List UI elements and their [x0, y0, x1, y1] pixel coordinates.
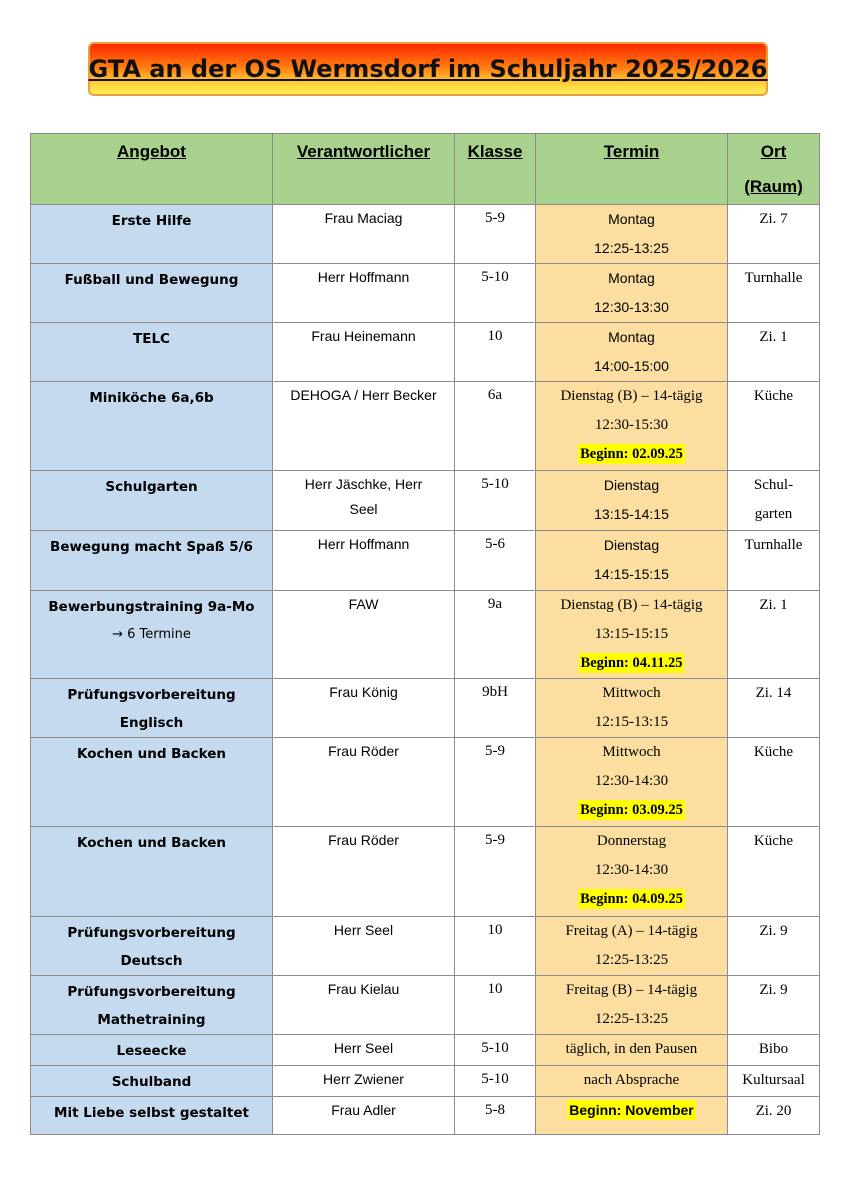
- cell-ort: [728, 264, 820, 323]
- termin-text: Dienstag: [603, 537, 660, 553]
- verantwortlicher-text: Herr Jäschke, Herr: [304, 476, 423, 492]
- table-row: [31, 382, 820, 471]
- verantwortlicher-text: FAW: [348, 596, 379, 612]
- cell-verantwortlicher: [273, 382, 455, 471]
- termin-text: 12:25-13:25: [594, 1011, 669, 1027]
- cell-ort: [728, 827, 820, 917]
- beginn-highlight: Beginn: 04.09.25: [580, 891, 683, 907]
- verantwortlicher-text: Frau Maciag: [324, 210, 403, 226]
- termin-text: 13:15-14:15: [594, 506, 669, 522]
- cell-klasse: 5-9: [455, 205, 536, 264]
- beginn-highlight: Beginn: 03.09.25: [580, 802, 683, 818]
- table-row: [31, 917, 820, 976]
- table-row: [31, 323, 820, 382]
- table-row: [31, 1097, 820, 1135]
- termin-text: Montag: [608, 270, 655, 286]
- verantwortlicher-text: Herr Seel: [333, 1040, 394, 1056]
- cell-klasse: 5-10: [455, 1035, 536, 1066]
- termin-text: 12:30-14:30: [594, 773, 669, 789]
- cell-ort: [728, 591, 820, 679]
- termin-text: Mittwoch: [602, 685, 661, 701]
- cell-termin: [536, 323, 728, 382]
- table-row: [31, 264, 820, 323]
- angebot-text: Bewegung macht Spaß 5/6: [50, 539, 253, 555]
- cell-klasse: 9bH: [455, 679, 536, 738]
- table-row: [31, 976, 820, 1035]
- termin-text: 12:15-13:15: [594, 714, 669, 730]
- table-row: [31, 591, 820, 679]
- header-ort-line1: Ort: [760, 142, 787, 161]
- cell-verantwortlicher: [273, 1035, 455, 1066]
- cell-klasse: 10: [455, 917, 536, 976]
- ort-text: Kultursaal: [742, 1072, 805, 1088]
- cell-angebot: [31, 205, 273, 264]
- beginn-highlight: Beginn: November: [569, 1102, 694, 1118]
- ort-text: Turnhalle: [744, 537, 803, 553]
- angebot-text: Kochen und Backen: [77, 746, 226, 762]
- ort-text: Zi. 1: [759, 329, 788, 345]
- cell-termin: [536, 531, 728, 591]
- angebot-text: Bewerbungstraining 9a-Mo: [48, 599, 255, 615]
- cell-termin: [536, 679, 728, 738]
- ort-text: Schul-: [753, 477, 794, 493]
- termin-text: Montag: [608, 329, 655, 345]
- angebot-text: Prüfungsvorbereitung: [67, 984, 236, 1000]
- table-row: [31, 531, 820, 591]
- verantwortlicher-text: Seel: [349, 501, 378, 517]
- ort-text: Bibo: [758, 1041, 789, 1057]
- angebot-text: Kochen und Backen: [77, 835, 226, 851]
- cell-klasse: 9a: [455, 591, 536, 679]
- cell-angebot: [31, 323, 273, 382]
- ort-text: Küche: [753, 833, 794, 849]
- cell-termin: [536, 1035, 728, 1066]
- cell-termin: [536, 264, 728, 323]
- table-row: [31, 1035, 820, 1066]
- angebot-text: Schulband: [111, 1074, 192, 1090]
- termin-text: 12:30-13:30: [594, 299, 669, 315]
- termin-text: 14:00-15:00: [594, 358, 669, 374]
- termin-text: täglich, in den Pausen: [565, 1041, 698, 1057]
- angebot-text: Prüfungsvorbereitung: [67, 925, 236, 941]
- ort-text: Zi. 1: [759, 597, 788, 613]
- ort-text: Küche: [753, 388, 794, 404]
- angebot-text: TELC: [133, 331, 170, 347]
- table-body: [31, 205, 820, 1135]
- cell-angebot: [31, 1097, 273, 1135]
- verantwortlicher-text: Herr Zwiener: [323, 1071, 404, 1087]
- cell-klasse: 5-9: [455, 738, 536, 827]
- cell-verantwortlicher: [273, 738, 455, 827]
- termin-text: Mittwoch: [602, 744, 661, 760]
- cell-termin: [536, 1066, 728, 1097]
- cell-verantwortlicher: [273, 323, 455, 382]
- ort-text: Zi. 20: [755, 1103, 792, 1119]
- cell-angebot: [31, 679, 273, 738]
- cell-ort: [728, 679, 820, 738]
- cell-klasse: 5-9: [455, 827, 536, 917]
- verantwortlicher-text: Herr Hoffmann: [317, 269, 410, 285]
- verantwortlicher-text: Frau Heinemann: [311, 328, 416, 344]
- cell-termin: [536, 976, 728, 1035]
- header-ort-line2: (Raum): [744, 177, 803, 196]
- cell-ort: [728, 976, 820, 1035]
- termin-text: Dienstag (B) – 14-tägig: [560, 597, 703, 613]
- verantwortlicher-text: Herr Hoffmann: [317, 536, 410, 552]
- cell-angebot: [31, 1035, 273, 1066]
- cell-termin: [536, 205, 728, 264]
- table-row: [31, 205, 820, 264]
- cell-ort: [728, 531, 820, 591]
- cell-verantwortlicher: [273, 205, 455, 264]
- angebot-text: Leseecke: [116, 1043, 187, 1059]
- angebot-text: Englisch: [119, 715, 184, 731]
- angebot-text: Miniköche 6a,6b: [89, 390, 214, 406]
- ort-text: Turnhalle: [744, 270, 803, 286]
- cell-klasse: 5-8: [455, 1097, 536, 1135]
- termin-text: 14:15-15:15: [594, 566, 669, 582]
- table-row: [31, 471, 820, 531]
- angebot-text: Mit Liebe selbst gestaltet: [54, 1105, 249, 1121]
- cell-verantwortlicher: [273, 471, 455, 531]
- cell-ort: [728, 323, 820, 382]
- cell-verantwortlicher: [273, 591, 455, 679]
- cell-angebot: [31, 531, 273, 591]
- gta-table: [30, 133, 820, 1135]
- header-row: [31, 134, 820, 205]
- title-banner: [88, 42, 768, 96]
- cell-ort: [728, 382, 820, 471]
- termin-text: Dienstag (B) – 14-tägig: [560, 388, 703, 404]
- beginn-wrapper: [539, 440, 724, 469]
- termin-text: 13:15-15:15: [594, 626, 669, 642]
- cell-klasse: 5-10: [455, 264, 536, 323]
- verantwortlicher-text: Frau Röder: [328, 743, 399, 759]
- ort-text: Zi. 9: [759, 982, 788, 998]
- angebot-text: Prüfungsvorbereitung: [67, 687, 236, 703]
- cell-klasse: 5-6: [455, 531, 536, 591]
- cell-ort: [728, 1097, 820, 1135]
- cell-verantwortlicher: [273, 679, 455, 738]
- beginn-wrapper: [539, 649, 724, 678]
- cell-termin: [536, 471, 728, 531]
- angebot-text: Deutsch: [120, 953, 183, 969]
- cell-ort: [728, 917, 820, 976]
- cell-angebot: [31, 264, 273, 323]
- header-ort: [728, 134, 820, 205]
- table-row: [31, 738, 820, 827]
- beginn-wrapper: [539, 1097, 724, 1126]
- termin-text: Donnerstag: [596, 833, 667, 849]
- verantwortlicher-text: Frau Röder: [328, 832, 399, 848]
- cell-klasse: 10: [455, 323, 536, 382]
- cell-ort: [728, 1066, 820, 1097]
- verantwortlicher-text: Herr Seel: [333, 922, 394, 938]
- cell-termin: [536, 591, 728, 679]
- beginn-highlight: Beginn: 02.09.25: [580, 446, 683, 462]
- cell-verantwortlicher: [273, 264, 455, 323]
- verantwortlicher-text: DEHOGA / Herr Becker: [290, 387, 437, 403]
- termin-text: Dienstag: [603, 477, 660, 493]
- cell-termin: [536, 1097, 728, 1135]
- angebot-text: Schulgarten: [105, 479, 198, 495]
- page-title: GTA an der OS Wermsdorf im Schuljahr 2025/2026: [88, 55, 768, 83]
- beginn-highlight: Beginn: 04.11.25: [580, 655, 683, 671]
- cell-ort: [728, 471, 820, 531]
- termin-text: Freitag (B) – 14-tägig: [565, 982, 698, 998]
- cell-angebot: [31, 382, 273, 471]
- cell-verantwortlicher: [273, 1097, 455, 1135]
- ort-text: Zi. 14: [755, 685, 792, 701]
- cell-klasse: 6a: [455, 382, 536, 471]
- table-row: [31, 1066, 820, 1097]
- header-termin: Termin: [536, 134, 728, 205]
- beginn-wrapper: [539, 796, 724, 825]
- cell-verantwortlicher: [273, 531, 455, 591]
- cell-termin: [536, 827, 728, 917]
- cell-ort: [728, 738, 820, 827]
- cell-klasse: 10: [455, 976, 536, 1035]
- termin-text: Montag: [608, 211, 655, 227]
- cell-verantwortlicher: [273, 976, 455, 1035]
- cell-angebot: [31, 827, 273, 917]
- cell-klasse: 5-10: [455, 1066, 536, 1097]
- termin-text: 12:30-15:30: [594, 417, 669, 433]
- cell-termin: [536, 917, 728, 976]
- cell-angebot: [31, 591, 273, 679]
- termin-text: 12:25-13:25: [594, 952, 669, 968]
- header-verantwortlicher: Verantwortlicher: [273, 134, 455, 205]
- header-klasse: Klasse: [455, 134, 536, 205]
- angebot-text: Erste Hilfe: [111, 213, 192, 229]
- verantwortlicher-text: Frau Adler: [331, 1102, 396, 1118]
- cell-angebot: [31, 738, 273, 827]
- cell-angebot: [31, 1066, 273, 1097]
- header-angebot: Angebot: [31, 134, 273, 205]
- ort-text: Zi. 9: [759, 923, 788, 939]
- cell-termin: [536, 738, 728, 827]
- cell-ort: [728, 1035, 820, 1066]
- ort-text: Küche: [753, 744, 794, 760]
- table-row: [31, 827, 820, 917]
- angebot-text: Fußball und Bewegung: [64, 272, 239, 288]
- cell-verantwortlicher: [273, 917, 455, 976]
- cell-angebot: [31, 471, 273, 531]
- angebot-text: Mathetraining: [97, 1012, 206, 1028]
- cell-klasse: 5-10: [455, 471, 536, 531]
- cell-verantwortlicher: [273, 827, 455, 917]
- termin-text: nach Absprache: [583, 1072, 680, 1088]
- verantwortlicher-text: Frau Kielau: [327, 981, 400, 997]
- beginn-wrapper: [539, 885, 724, 914]
- cell-angebot: [31, 917, 273, 976]
- ort-text: garten: [754, 506, 793, 522]
- table-row: [31, 679, 820, 738]
- termin-text: 12:25-13:25: [594, 240, 669, 256]
- termin-text: 12:30-14:30: [594, 862, 669, 878]
- angebot-subtext: → 6 Termine: [112, 627, 191, 642]
- cell-verantwortlicher: [273, 1066, 455, 1097]
- cell-angebot: [31, 976, 273, 1035]
- termin-text: Freitag (A) – 14-tägig: [565, 923, 698, 939]
- cell-ort: [728, 205, 820, 264]
- verantwortlicher-text: Frau König: [329, 684, 398, 700]
- ort-text: Zi. 7: [759, 211, 788, 227]
- cell-termin: [536, 382, 728, 471]
